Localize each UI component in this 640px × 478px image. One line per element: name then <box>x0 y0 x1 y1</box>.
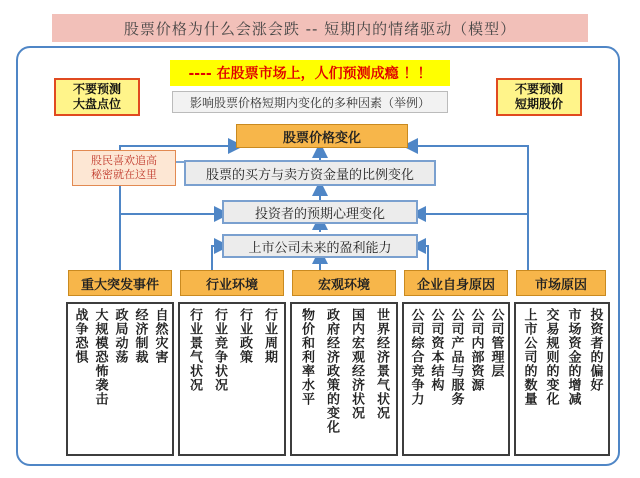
factor-item: 政府经济政策的变化 <box>324 308 339 434</box>
factor-item: 交易规则的变化 <box>543 308 559 406</box>
factor-item: 公司资本结构 <box>428 308 444 392</box>
factor-list-macro <box>290 302 398 456</box>
factor-list-industry <box>178 302 286 456</box>
factor-item: 物价和利率水平 <box>299 308 314 406</box>
node-investor-expectation: 投资者的预期心理变化 <box>222 200 418 224</box>
factor-item: 国内宏观经济状况 <box>349 308 364 420</box>
factor-item: 自然灾害 <box>152 308 168 364</box>
category-industry: 行业环境 <box>180 270 284 296</box>
factor-item: 行业竞争状况 <box>212 308 227 392</box>
tip-right: 不要预测 短期股价 <box>496 78 582 116</box>
category-company: 企业自身原因 <box>404 270 508 296</box>
connector-company-earn <box>418 246 428 270</box>
factor-item: 政局动荡 <box>112 308 128 364</box>
factor-list-sudden-events <box>66 302 174 456</box>
category-market: 市场原因 <box>516 270 606 296</box>
factor-item: 上市公司的数量 <box>521 308 537 406</box>
node-price-change: 股票价格变化 <box>236 124 408 148</box>
connector-industry-earn <box>212 246 222 270</box>
category-macro: 宏观环境 <box>292 270 396 296</box>
category-sudden-events: 重大突发事件 <box>68 270 172 296</box>
diagram-subtitle: 影响股票价格短期内变化的多种因素（举例） <box>172 91 448 113</box>
factor-item: 投资者的偏好 <box>587 308 603 392</box>
factor-item: 经济制裁 <box>132 308 148 364</box>
factor-item: 公司管理层 <box>488 308 504 378</box>
warning-banner: ---- 在股票市场上，人们预测成瘾 ！！ <box>170 60 450 86</box>
factor-item: 公司内部资源 <box>468 308 484 392</box>
factor-item: 大规模恐怖袭击 <box>92 308 108 406</box>
factor-item: 行业周期 <box>262 308 277 364</box>
factor-item: 市场资金的增减 <box>565 308 581 406</box>
factor-item: 战争恐惧 <box>72 308 88 364</box>
factor-list-market <box>514 302 610 456</box>
factor-item: 世界经济景气状况 <box>374 308 389 420</box>
factor-item: 行业政策 <box>237 308 252 364</box>
tip-left: 不要预测 大盘点位 <box>54 78 140 116</box>
factor-list-company <box>402 302 510 456</box>
node-fund-ratio: 股票的买方与卖方资金量的比例变化 <box>184 160 436 186</box>
factor-item: 公司产品与服务 <box>448 308 464 406</box>
factor-item: 行业景气状况 <box>187 308 202 392</box>
page-title: 股票价格为什么会涨会跌 -- 短期内的情绪驱动（模型） <box>52 14 588 42</box>
note-chasing-high: 股民喜欢追高 秘密就在这里 <box>72 150 176 186</box>
node-company-earnings: 上市公司未来的盈利能力 <box>222 234 418 258</box>
factor-item: 公司综合竞争力 <box>408 308 424 406</box>
